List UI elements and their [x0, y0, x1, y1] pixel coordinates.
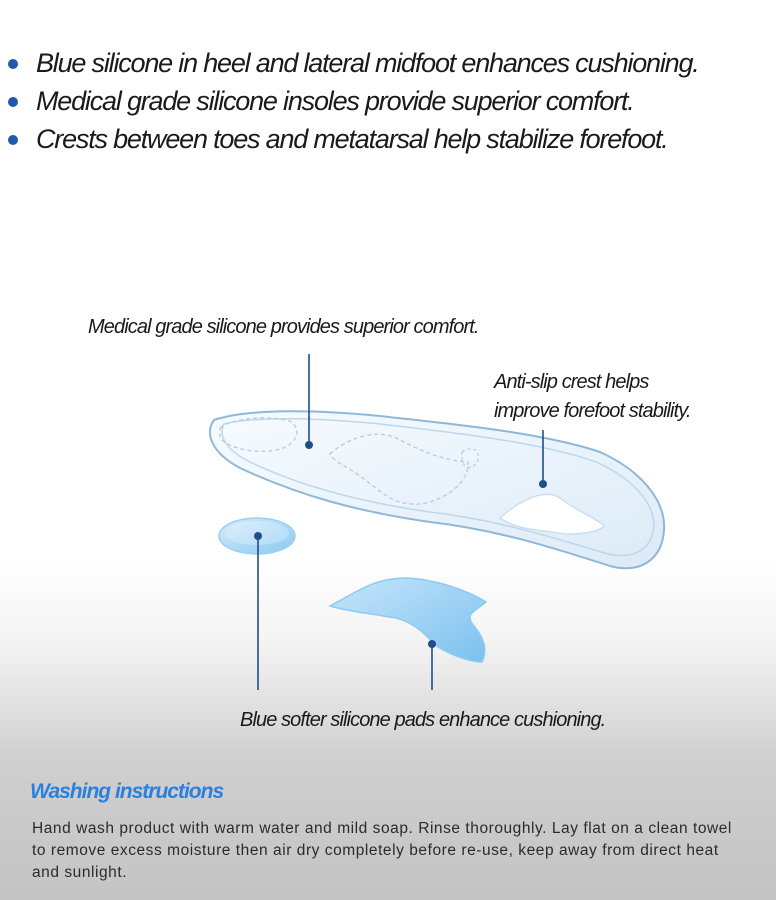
heel-pad	[330, 578, 486, 662]
washing-instructions-text: Hand wash product with warm water and mild soap. Rinse thoroughly. Lay flat on a clean towel to remove excess moisture then air dry completely before re-use, keep away from direct heat and sunlight.	[32, 820, 732, 881]
washing-instructions-title: Washing instructions	[30, 780, 224, 803]
feature-text: Medical grade silicone insoles provide superior comfort.	[36, 86, 634, 116]
callout-medical-grade: Medical grade silicone provides superior comfort.	[88, 316, 479, 338]
feature-text: Crests between toes and metatarsal help stabilize forefoot.	[36, 124, 668, 154]
callout-anti-slip-line2: improve forefoot stability.	[494, 400, 691, 422]
feature-text: Blue silicone in heel and lateral midfoot enhances cushioning.	[36, 48, 699, 78]
callout-anti-slip-line1: Anti-slip crest helps	[494, 371, 649, 393]
callout-blue-pads: Blue softer silicone pads enhance cushioning.	[240, 709, 606, 731]
